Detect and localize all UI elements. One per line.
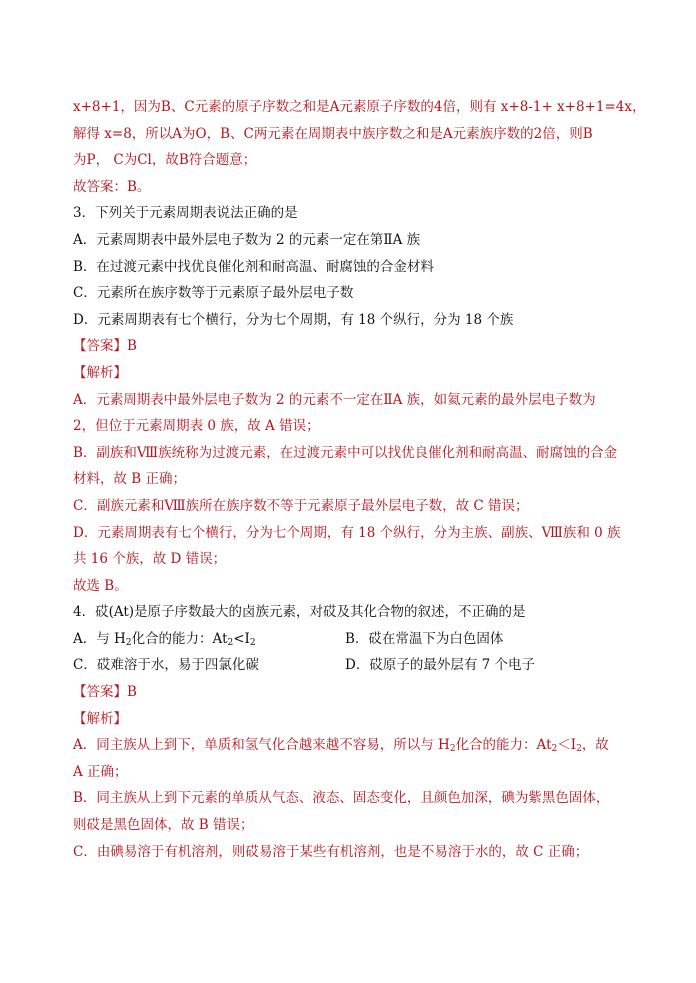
q3-stem: 3．下列关于元素周期表说法正确的是 bbox=[73, 205, 298, 222]
prev-solution-line-1: x+8+1，因为B、C元素的原子序数之和是A元素原子序数的4倍，则有 x+8-1+ x+8+1=4x， bbox=[73, 99, 646, 115]
q3-analysis-line-5: C．副族元素和Ⅷ族所在族序数不等于元素原子最外层电子数，故 C 错误； bbox=[73, 497, 529, 514]
q4-option-a-text: 化合的能力：At bbox=[131, 630, 228, 647]
prev-solution-line-3: 为P， C为Cl，故B符合题意； bbox=[73, 152, 257, 169]
q4-option-a-text: <I bbox=[233, 630, 250, 647]
q4-analysis-label: 【解析】 bbox=[73, 710, 127, 727]
subscript: 2 bbox=[576, 744, 582, 755]
subscript: 2 bbox=[249, 637, 256, 648]
subscript: 2 bbox=[449, 744, 456, 755]
q4-analysis-text: ，故 bbox=[581, 737, 609, 754]
q4-analysis-text: 化合的能力：At bbox=[455, 737, 552, 754]
q4-analysis-b-line-2: 则砹是黑色固体，故 B 错误； bbox=[73, 817, 254, 834]
subscript: 2 bbox=[227, 637, 234, 648]
q4-option-b: B．砹在常温下为白色固体 bbox=[345, 630, 504, 647]
subscript: 2 bbox=[125, 637, 132, 648]
q3-analysis-line-3: B．副族和Ⅷ族统称为过渡元素，在过渡元素中可以找优良催化剂和耐高温、耐腐蚀的合金 bbox=[73, 444, 618, 461]
q4-analysis-text: A．同主族从上到下，单质和氢气化合越来越不容易，所以与 H bbox=[73, 737, 450, 754]
q4-analysis-b-line-1: B．同主族从上到下元素的单质从气态、液态、固态变化，且颜色加深，碘为紫黑色固体， bbox=[73, 790, 610, 807]
prev-solution-line-2: 解得 x=8，所以A为O，B、C两元素在周期表中族序数之和是A元素族序数的2倍，则B bbox=[73, 125, 593, 142]
q3-option-d: D．元素周期表有七个横行，分为七个周期，有 18 个纵行，分为 18 个族 bbox=[73, 311, 514, 328]
q3-option-c: C．元素所在族序数等于元素原子最外层电子数 bbox=[73, 285, 354, 302]
q3-conclusion: 故选 B。 bbox=[73, 577, 128, 594]
q3-answer: 【答案】B bbox=[73, 338, 137, 355]
q4-analysis-a-line-1 bbox=[73, 732, 633, 759]
q3-analysis-line-7: 共 16 个族，故 D 错误； bbox=[73, 551, 227, 568]
subscript: 2 bbox=[551, 744, 558, 755]
q4-option-c: C．砹难溶于水，易于四氯化碳 bbox=[73, 657, 259, 674]
q3-option-b: B．在过渡元素中找优良催化剂和耐高温、耐腐蚀的合金材料 bbox=[73, 258, 434, 275]
q4-stem: 4．砹(At)是原子序数最大的卤族元素，对砹及其化合物的叙述，不正确的是 bbox=[73, 604, 526, 621]
q3-analysis-line-4: 材料，故 B 正确； bbox=[73, 471, 187, 488]
q4-options-row-2 bbox=[73, 652, 633, 679]
q3-analysis-line-1: A．元素周期表中最外层电子数为 2 的元素不一定在ⅡA 族，如氦元素的最外层电子数为 bbox=[73, 391, 596, 408]
page-content bbox=[73, 94, 646, 865]
q4-analysis-a-line-2: A 正确； bbox=[73, 763, 128, 780]
q3-option-a: A．元素周期表中最外层电子数为 2 的元素一定在第ⅡA 族 bbox=[73, 231, 421, 248]
q4-option-a-text: A．与 H bbox=[73, 630, 126, 647]
q3-analysis-line-6: D．元素周期表有七个横行，分为七个周期，有 18 个纵行，分为主族、副族、Ⅷ族和 0 族 bbox=[73, 524, 621, 541]
q4-analysis-c-line-1: C．由碘易溶于有机溶剂，则砹易溶于某些有机溶剂，也是不易溶于水的，故 C 正确； bbox=[73, 843, 589, 860]
q4-answer: 【答案】B bbox=[73, 684, 137, 701]
q3-analysis-label: 【解析】 bbox=[73, 364, 127, 381]
q4-options-row-1 bbox=[73, 626, 633, 653]
q4-option-d: D．砹原子的最外层有 7 个电子 bbox=[345, 657, 535, 674]
q3-analysis-line-2: 2，但位于元素周期表 0 族，故 A 错误； bbox=[73, 418, 320, 435]
q4-analysis-text: ＜I bbox=[557, 737, 577, 754]
q4-option-a bbox=[73, 626, 345, 653]
prev-conclusion: 故答案：B。 bbox=[73, 178, 151, 195]
